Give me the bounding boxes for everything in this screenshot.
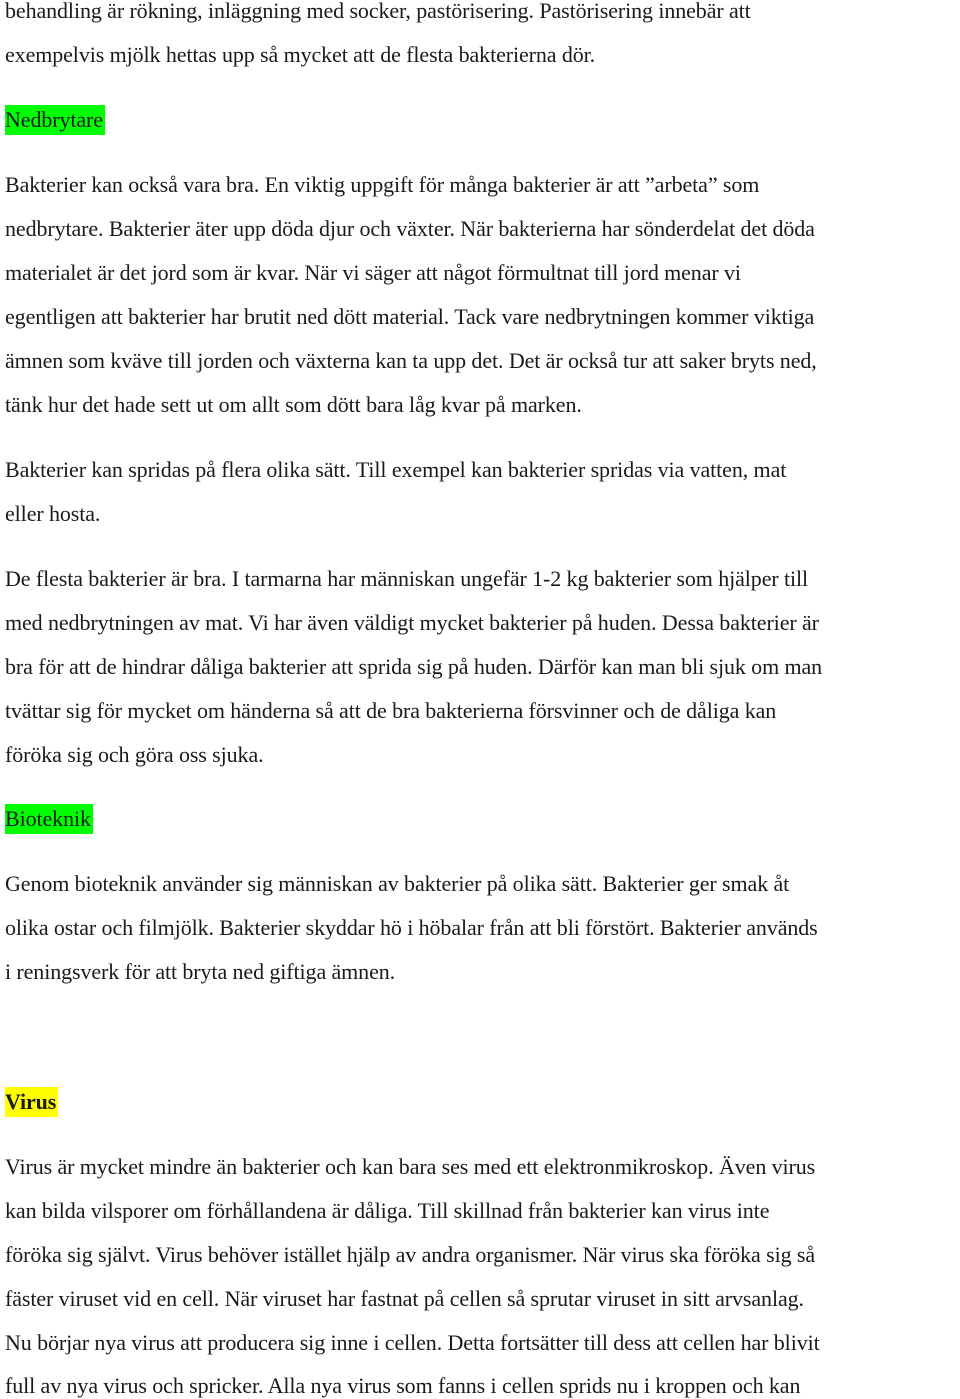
body-text-line: exempelvis mjölk hettas upp så mycket att de flesta bakterierna dör. bbox=[5, 42, 596, 67]
body-text-line: eller hosta. bbox=[5, 501, 101, 526]
body-text-line: Nu börjar nya virus att producera sig inne i cellen. Detta fortsätter till dess att cellen har blivit bbox=[5, 1330, 820, 1355]
body-text-line: föröka sig och göra oss sjuka. bbox=[5, 742, 264, 767]
body-text-line: med nedbrytningen av mat. Vi har även väldigt mycket bakterier på huden. Dessa bakterier är bbox=[5, 610, 819, 635]
body-text-line: Genom bioteknik använder sig människan av bakterier på olika sätt. Bakterier ger smak åt bbox=[5, 871, 790, 896]
body-text-line: Bakterier kan också vara bra. En viktig uppgift för många bakterier är att ”arbeta” som bbox=[5, 172, 760, 197]
body-text-line: olika ostar och filmjölk. Bakterier skyddar hö i höbalar från att bli förstört. Bakterier används bbox=[5, 915, 818, 940]
body-text-line: behandling är rökning, inläggning med socker, pastörisering. Pastörisering innebär att bbox=[5, 0, 751, 23]
section-heading-nedbrytare bbox=[5, 107, 105, 133]
body-text-line: bra för att de hindrar dåliga bakterier att sprida sig på huden. Därför kan man bli sjuk om man bbox=[5, 654, 823, 679]
body-text-line: full av nya virus och spricker. Alla nya virus som fanns i cellen sprids nu i kroppen och kan bbox=[5, 1373, 801, 1398]
body-text-line: materialet är det jord som är kvar. När vi säger att något förmultnat till jord menar vi bbox=[5, 260, 741, 285]
body-text-line: egentligen att bakterier har brutit ned dött material. Tack vare nedbrytningen kommer viktiga bbox=[5, 304, 815, 329]
body-text-line: nedbrytare. Bakterier äter upp döda djur och växter. När bakterierna har sönderdelat det döda bbox=[5, 216, 815, 241]
body-text-line: Bakterier kan spridas på flera olika sätt. Till exempel kan bakterier spridas via vatten, mat bbox=[5, 457, 787, 482]
body-text-line: tänk hur det hade sett ut om allt som dött bara låg kvar på marken. bbox=[5, 392, 582, 417]
heading-highlight: Bioteknik bbox=[5, 804, 93, 834]
body-text-line: i reningsverk för att bryta ned giftiga ämnen. bbox=[5, 959, 396, 984]
body-text-line: ämnen som kväve till jorden och växterna kan ta upp det. Det är också tur att saker bryts ned, bbox=[5, 348, 817, 373]
heading-highlight: Nedbrytare bbox=[5, 105, 105, 135]
section-heading-bioteknik bbox=[5, 806, 93, 832]
body-text-line: tvättar sig för mycket om händerna så att de bra bakterierna försvinner och de dåliga kan bbox=[5, 698, 777, 723]
body-text-line: föröka sig självt. Virus behöver istället hjälp av andra organismer. När virus ska föröka sig så bbox=[5, 1242, 816, 1267]
section-heading-virus bbox=[5, 1089, 58, 1115]
body-text-line: fäster viruset vid en cell. När viruset har fastnat på cellen så sprutar viruset in sitt arvsanlag. bbox=[5, 1286, 804, 1311]
body-text-line: kan bilda vilsporer om förhållandena är dåliga. Till skillnad från bakterier kan virus inte bbox=[5, 1198, 770, 1223]
body-text-line: Virus är mycket mindre än bakterier och kan bara ses med ett elektronmikroskop. Även virus bbox=[5, 1154, 816, 1179]
heading-highlight: Virus bbox=[5, 1087, 58, 1117]
body-text-line: De flesta bakterier är bra. I tarmarna har människan ungefär 1-2 kg bakterier som hjälper till bbox=[5, 566, 809, 591]
